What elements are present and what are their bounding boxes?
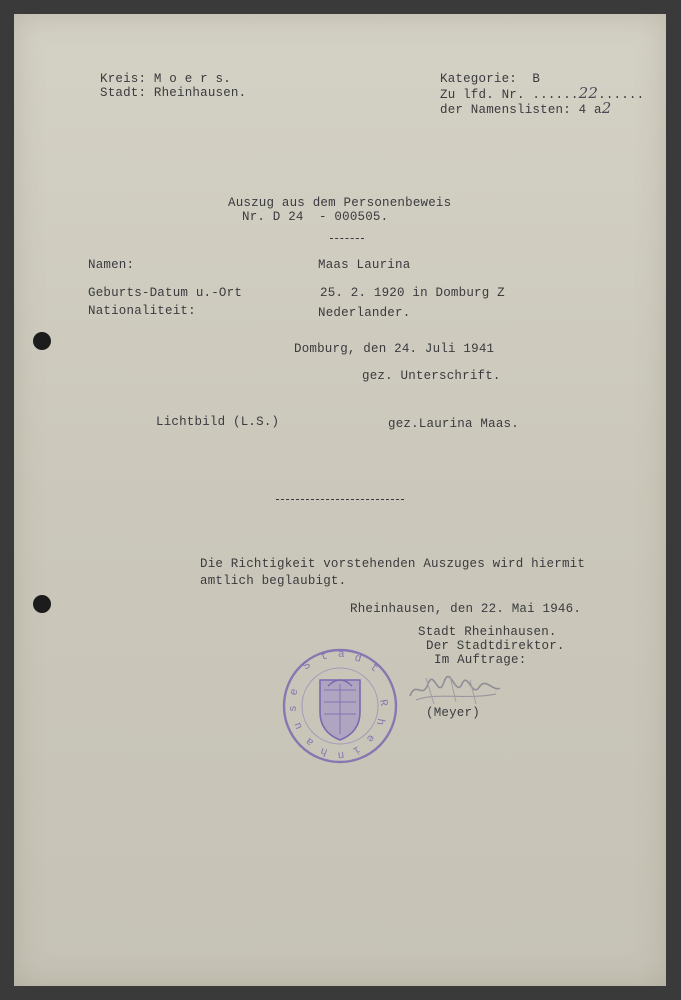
- svg-text:a: a: [303, 734, 317, 748]
- photo-label: Lichtbild (L.S.): [156, 415, 280, 429]
- signed-name: gez.Laurina Maas.: [388, 417, 519, 431]
- handwritten-signature: [406, 670, 506, 710]
- title-divider: [330, 238, 364, 239]
- city-seal-stamp: [280, 646, 400, 766]
- header-kategorie: Kategorie: B: [440, 72, 541, 86]
- place-date: Domburg, den 24. Juli 1941: [294, 342, 495, 356]
- lfd-suffix: ......: [598, 88, 645, 102]
- svg-text:R: R: [376, 698, 390, 708]
- document-number: Nr. D 24 - 000505.: [242, 210, 389, 224]
- namenslisten-prefix: der Namenslisten: 4 a: [440, 103, 602, 117]
- field-label-birth: Geburts-Datum u.-Ort: [88, 286, 243, 300]
- field-value-birth: 25. 2. 1920 in Domburg Z: [320, 286, 505, 300]
- svg-text:t: t: [319, 650, 330, 664]
- lfd-prefix: Zu lfd. Nr. ......: [440, 88, 579, 102]
- svg-text:t: t: [367, 661, 381, 676]
- certification-line2: amtlich beglaubigt.: [200, 574, 347, 588]
- signature-note: gez. Unterschrift.: [362, 369, 501, 383]
- header-namenslisten: [440, 101, 611, 118]
- lfd-handwritten-number: 22: [578, 84, 599, 102]
- authority-on-behalf: Im Auftrage:: [434, 653, 527, 667]
- document-title: Auszug aus dem Personenbeweis: [228, 196, 452, 210]
- svg-text:S: S: [300, 659, 314, 674]
- certification-line1: Die Richtigkeit vorstehenden Auszuges wird hiermit: [200, 557, 586, 571]
- svg-text:a: a: [338, 649, 345, 661]
- svg-text:s: s: [288, 705, 300, 712]
- authority-title: Der Stadtdirektor.: [426, 639, 565, 653]
- punch-hole-lower: [33, 595, 51, 613]
- svg-text:d: d: [352, 652, 363, 666]
- svg-text:h: h: [372, 717, 386, 726]
- svg-text:n: n: [337, 748, 345, 761]
- field-label-name: Namen:: [88, 258, 135, 272]
- field-label-nationality: Nationaliteit:: [88, 304, 196, 318]
- header-kreis: Kreis: M o e r s.: [100, 72, 231, 86]
- svg-text:i: i: [350, 742, 362, 757]
- authority-city: Stadt Rheinhausen.: [418, 625, 557, 639]
- svg-text:u: u: [292, 720, 306, 731]
- official-name: (Meyer): [426, 706, 480, 720]
- svg-text:e: e: [288, 687, 302, 698]
- issue-place-date: Rheinhausen, den 22. Mai 1946.: [350, 602, 582, 616]
- svg-text:e: e: [362, 731, 377, 745]
- section-divider: [276, 499, 404, 500]
- namenslisten-handwritten: 2: [601, 99, 612, 117]
- field-value-name: Maas Laurina: [318, 258, 411, 272]
- document-page: [14, 14, 666, 986]
- svg-text:h: h: [319, 743, 330, 758]
- header-stadt: Stadt: Rheinhausen.: [100, 86, 247, 100]
- punch-hole-upper: [33, 332, 51, 350]
- field-value-nationality: Nederlander.: [318, 306, 411, 320]
